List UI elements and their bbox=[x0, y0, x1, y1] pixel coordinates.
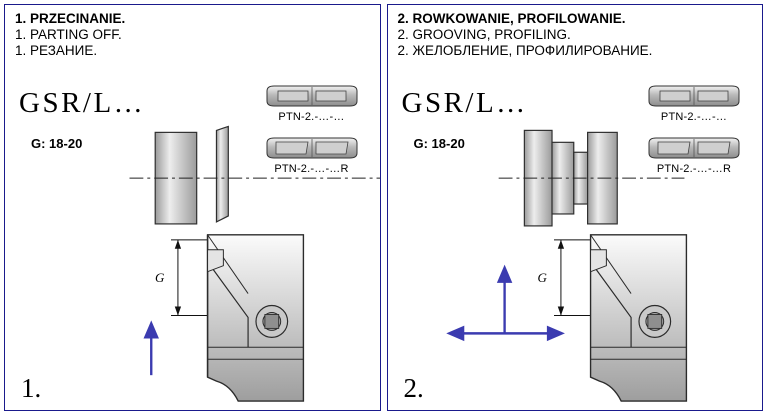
title-line-ru: 1. РЕЗАНИЕ. bbox=[15, 42, 98, 58]
insert-label-right-hand: PTN-2.-…-…R bbox=[274, 163, 349, 175]
panel-titles bbox=[15, 11, 125, 59]
insert-straight-icon bbox=[646, 83, 742, 109]
step-number: 2. bbox=[403, 373, 424, 403]
title-line-en: 2. GROOVING, PROFILING. bbox=[397, 26, 571, 42]
g-dimension-label: G bbox=[537, 270, 547, 285]
tool-family-code: GSR/L… bbox=[19, 87, 146, 119]
insert-straight-icon bbox=[264, 83, 360, 109]
insert-key-column bbox=[252, 83, 372, 175]
insert-label-right-hand: PTN-2.-…-…R bbox=[656, 163, 732, 175]
title-line-ru: 2. ЖЕЛОБЛЕНИЕ, ПРОФИЛИРОВАНИЕ. bbox=[397, 42, 653, 58]
g-range-label: G: 18-20 bbox=[413, 136, 465, 151]
insert-right-hand-icon bbox=[646, 135, 742, 161]
g-range-label: G: 18-20 bbox=[31, 136, 83, 151]
g-dimension-label: G bbox=[155, 270, 165, 285]
panel-titles bbox=[398, 11, 653, 59]
panel-parting-off bbox=[4, 4, 381, 411]
insert-label-straight: PTN-2.-…-… bbox=[278, 111, 345, 123]
title-line-pl: 2. ROWKOWANIE, PROFILOWANIE. bbox=[397, 11, 626, 26]
insert-right-hand-icon bbox=[264, 135, 360, 161]
title-line-pl: 1. PRZECINANIE. bbox=[15, 11, 126, 26]
title-line-en: 1. PARTING OFF. bbox=[15, 26, 122, 42]
figure-parting-off bbox=[5, 5, 380, 410]
step-number: 1. bbox=[21, 373, 42, 403]
insert-key-column bbox=[634, 83, 754, 175]
insert-label-straight: PTN-2.-…-… bbox=[660, 111, 728, 123]
figure-grooving-profiling bbox=[388, 5, 763, 410]
tool-family-code: GSR/L… bbox=[401, 87, 528, 119]
panel-grooving-profiling bbox=[387, 4, 764, 411]
